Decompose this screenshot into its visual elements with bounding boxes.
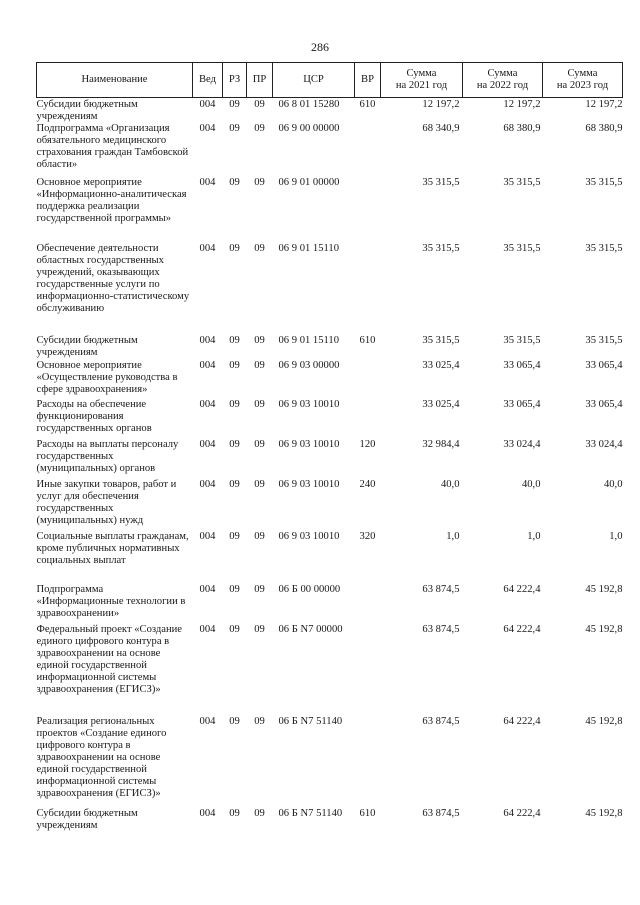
cell-rz: 09 bbox=[229, 439, 240, 450]
cell-csr: 06 9 03 00000 bbox=[278, 360, 340, 371]
cell-pr: 09 bbox=[254, 808, 265, 819]
cell-ved: 004 bbox=[199, 531, 216, 542]
cell-vr bbox=[355, 584, 381, 624]
cell-name: Социальные выплаты гражданам, кроме публичных нормативных социальных выплат bbox=[36, 531, 189, 566]
cell-vr bbox=[355, 243, 381, 335]
cell-sum-2022: 35 315,5 bbox=[503, 177, 541, 188]
header-sum-2021-line1: Сумма bbox=[406, 68, 437, 79]
budget-table bbox=[36, 62, 623, 834]
cell-sum-2021: 63 874,5 bbox=[422, 584, 460, 595]
table-row bbox=[37, 98, 623, 124]
cell-csr: 06 9 00 00000 bbox=[278, 123, 340, 134]
cell-csr: 06 9 01 15110 bbox=[278, 243, 340, 254]
cell-rz: 09 bbox=[229, 584, 240, 595]
table-row bbox=[37, 531, 623, 584]
cell-rz: 09 bbox=[229, 716, 240, 727]
cell-pr: 09 bbox=[254, 243, 265, 254]
cell-sum-2023: 33 024,4 bbox=[585, 439, 623, 450]
cell-sum-2023: 12 197,2 bbox=[585, 99, 623, 110]
cell-sum-2023: 40,0 bbox=[603, 479, 623, 490]
cell-sum-2023: 45 192,8 bbox=[585, 584, 623, 595]
cell-vr: 610 bbox=[359, 99, 376, 110]
cell-sum-2022: 33 065,4 bbox=[503, 360, 541, 371]
cell-name: Субсидии бюджетным учреждениям bbox=[36, 99, 138, 122]
cell-name: Обеспечение деятельности областных государственных учреждений, оказывающих государственные услуги по информационно-статистическому обслуживанию bbox=[36, 243, 190, 314]
cell-sum-2022: 33 024,4 bbox=[503, 439, 541, 450]
cell-sum-2023: 33 065,4 bbox=[585, 360, 623, 371]
cell-sum-2022: 40,0 bbox=[521, 479, 541, 490]
cell-name: Федеральный проект «Создание единого цифрового контура в здравоохранении на основе единой государственной информационной системы здравоохранения (ЕГИСЗ)» bbox=[36, 624, 183, 695]
cell-rz: 09 bbox=[229, 335, 240, 346]
cell-vr: 610 bbox=[359, 808, 376, 819]
cell-ved: 004 bbox=[199, 439, 216, 450]
header-sum-2022 bbox=[463, 63, 543, 98]
cell-rz: 09 bbox=[229, 531, 240, 542]
cell-pr: 09 bbox=[254, 624, 265, 635]
page-number: 286 bbox=[311, 40, 329, 54]
cell-pr: 09 bbox=[254, 177, 265, 188]
cell-sum-2023: 1,0 bbox=[609, 531, 623, 542]
cell-name: Основное мероприятие «Информационно-аналитическая поддержка реализации государственной программы» bbox=[36, 177, 187, 224]
cell-vr: 120 bbox=[359, 439, 376, 450]
header-sum-2022-line1: Сумма bbox=[487, 68, 518, 79]
cell-sum-2023: 45 192,8 bbox=[585, 624, 623, 635]
header-sum-2023-line1: Сумма bbox=[567, 68, 598, 79]
cell-sum-2021: 63 874,5 bbox=[422, 624, 460, 635]
cell-sum-2023: 45 192,8 bbox=[585, 716, 623, 727]
cell-sum-2023: 35 315,5 bbox=[585, 243, 623, 254]
cell-ved: 004 bbox=[199, 177, 216, 188]
cell-rz: 09 bbox=[229, 479, 240, 490]
cell-sum-2022: 1,0 bbox=[527, 531, 541, 542]
header-row bbox=[37, 63, 623, 98]
header-csr: ЦСР bbox=[273, 63, 355, 98]
cell-sum-2021: 35 315,5 bbox=[422, 177, 460, 188]
cell-pr: 09 bbox=[254, 335, 265, 346]
cell-name: Подпрограмма «Информационные технологии в здравоохранении» bbox=[36, 584, 186, 619]
cell-vr bbox=[355, 360, 381, 399]
cell-vr bbox=[355, 399, 381, 439]
cell-csr: 06 9 03 10010 bbox=[278, 479, 340, 490]
cell-ved: 004 bbox=[199, 716, 216, 727]
cell-sum-2021: 40,0 bbox=[440, 479, 460, 490]
header-rz: РЗ bbox=[223, 63, 247, 98]
cell-rz: 09 bbox=[229, 808, 240, 819]
cell-rz: 09 bbox=[229, 624, 240, 635]
table-row bbox=[37, 335, 623, 360]
cell-name: Субсидии бюджетным учреждениям bbox=[36, 335, 138, 358]
table-row bbox=[37, 399, 623, 439]
cell-name: Подпрограмма «Организация обязательного медицинского страхования граждан Тамбовской области» bbox=[36, 123, 189, 170]
cell-sum-2022: 64 222,4 bbox=[503, 584, 541, 595]
cell-csr: 06 9 01 15110 bbox=[278, 335, 340, 346]
cell-vr: 610 bbox=[359, 335, 376, 346]
cell-pr: 09 bbox=[254, 531, 265, 542]
cell-sum-2021: 12 197,2 bbox=[422, 99, 460, 110]
cell-ved: 004 bbox=[199, 335, 216, 346]
cell-rz: 09 bbox=[229, 99, 240, 110]
cell-csr: 06 9 03 10010 bbox=[278, 399, 340, 410]
cell-pr: 09 bbox=[254, 479, 265, 490]
cell-csr: 06 Б 00 00000 bbox=[278, 584, 341, 595]
cell-sum-2023: 35 315,5 bbox=[585, 335, 623, 346]
cell-ved: 004 bbox=[199, 360, 216, 371]
cell-sum-2022: 64 222,4 bbox=[503, 808, 541, 819]
table-row bbox=[37, 584, 623, 624]
cell-sum-2022: 68 380,9 bbox=[503, 123, 541, 134]
cell-pr: 09 bbox=[254, 439, 265, 450]
cell-sum-2021: 33 025,4 bbox=[422, 360, 460, 371]
cell-ved: 004 bbox=[199, 808, 216, 819]
cell-rz: 09 bbox=[229, 360, 240, 371]
cell-name: Основное мероприятие «Осуществление руководства в сфере здравоохранения» bbox=[36, 360, 178, 395]
cell-ved: 004 bbox=[199, 624, 216, 635]
cell-ved: 004 bbox=[199, 123, 216, 134]
cell-name: Реализация региональных проектов «Создание единого цифрового контура в здравоохранении на основе единой государственной информационной системы здравоохранения (ЕГИСЗ)» bbox=[36, 716, 167, 799]
cell-name: Иные закупки товаров, работ и услуг для обеспечения государственных (муниципальных) нужд bbox=[36, 479, 177, 526]
cell-rz: 09 bbox=[229, 243, 240, 254]
cell-pr: 09 bbox=[254, 399, 265, 410]
table-row bbox=[37, 439, 623, 479]
cell-sum-2021: 68 340,9 bbox=[422, 123, 460, 134]
header-ved: Вед bbox=[193, 63, 223, 98]
cell-pr: 09 bbox=[254, 99, 265, 110]
table-row bbox=[37, 624, 623, 716]
header-sum-2023 bbox=[543, 63, 623, 98]
cell-name: Субсидии бюджетным учреждениям bbox=[36, 808, 138, 831]
cell-sum-2021: 35 315,5 bbox=[422, 335, 460, 346]
table-row bbox=[37, 808, 623, 834]
cell-csr: 06 Б N7 51140 bbox=[278, 716, 343, 727]
cell-sum-2022: 64 222,4 bbox=[503, 624, 541, 635]
cell-sum-2022: 64 222,4 bbox=[503, 716, 541, 727]
cell-ved: 004 bbox=[199, 243, 216, 254]
cell-vr bbox=[355, 123, 381, 177]
cell-pr: 09 bbox=[254, 716, 265, 727]
cell-sum-2023: 45 192,8 bbox=[585, 808, 623, 819]
table-body bbox=[37, 98, 623, 835]
cell-sum-2022: 33 065,4 bbox=[503, 399, 541, 410]
cell-vr bbox=[355, 177, 381, 243]
cell-sum-2022: 12 197,2 bbox=[503, 99, 541, 110]
table-row bbox=[37, 177, 623, 243]
cell-sum-2021: 35 315,5 bbox=[422, 243, 460, 254]
cell-sum-2021: 1,0 bbox=[446, 531, 460, 542]
table-row bbox=[37, 716, 623, 808]
cell-vr: 320 bbox=[359, 531, 376, 542]
cell-csr: 06 9 01 00000 bbox=[278, 177, 340, 188]
header-sum-2021-line2: на 2021 год bbox=[395, 80, 448, 91]
cell-pr: 09 bbox=[254, 584, 265, 595]
cell-name: Расходы на обеспечение функционирования государственных органов bbox=[36, 399, 152, 434]
header-sum-2021 bbox=[381, 63, 463, 98]
header-vr: ВР bbox=[355, 63, 381, 98]
cell-sum-2022: 35 315,5 bbox=[503, 335, 541, 346]
cell-sum-2021: 63 874,5 bbox=[422, 716, 460, 727]
cell-sum-2021: 63 874,5 bbox=[422, 808, 460, 819]
cell-vr bbox=[355, 624, 381, 716]
cell-pr: 09 bbox=[254, 360, 265, 371]
cell-pr: 09 bbox=[254, 123, 265, 134]
cell-sum-2023: 33 065,4 bbox=[585, 399, 623, 410]
cell-ved: 004 bbox=[199, 479, 216, 490]
cell-rz: 09 bbox=[229, 177, 240, 188]
cell-sum-2023: 68 380,9 bbox=[585, 123, 623, 134]
cell-csr: 06 9 03 10010 bbox=[278, 439, 340, 450]
cell-sum-2023: 35 315,5 bbox=[585, 177, 623, 188]
header-pr: ПР bbox=[247, 63, 273, 98]
cell-csr: 06 Б N7 51140 bbox=[278, 808, 343, 819]
cell-sum-2021: 32 984,4 bbox=[422, 439, 460, 450]
table-row bbox=[37, 243, 623, 335]
cell-csr: 06 8 01 15280 bbox=[278, 99, 340, 110]
header-name: Наименование bbox=[37, 63, 193, 98]
cell-vr bbox=[355, 716, 381, 808]
table-header bbox=[37, 63, 623, 98]
table-row bbox=[37, 479, 623, 531]
header-sum-2022-line2: на 2022 год bbox=[476, 80, 529, 91]
header-sum-2023-line2: на 2023 год bbox=[556, 80, 609, 91]
cell-ved: 004 bbox=[199, 399, 216, 410]
cell-sum-2021: 33 025,4 bbox=[422, 399, 460, 410]
cell-csr: 06 Б N7 00000 bbox=[278, 624, 343, 635]
cell-sum-2022: 35 315,5 bbox=[503, 243, 541, 254]
cell-ved: 004 bbox=[199, 99, 216, 110]
table-row bbox=[37, 123, 623, 177]
cell-csr: 06 9 03 10010 bbox=[278, 531, 340, 542]
cell-rz: 09 bbox=[229, 123, 240, 134]
cell-vr: 240 bbox=[359, 479, 376, 490]
cell-ved: 004 bbox=[199, 584, 216, 595]
table-row bbox=[37, 360, 623, 399]
cell-rz: 09 bbox=[229, 399, 240, 410]
cell-name: Расходы на выплаты персоналу государственных (муниципальных) органов bbox=[36, 439, 179, 474]
